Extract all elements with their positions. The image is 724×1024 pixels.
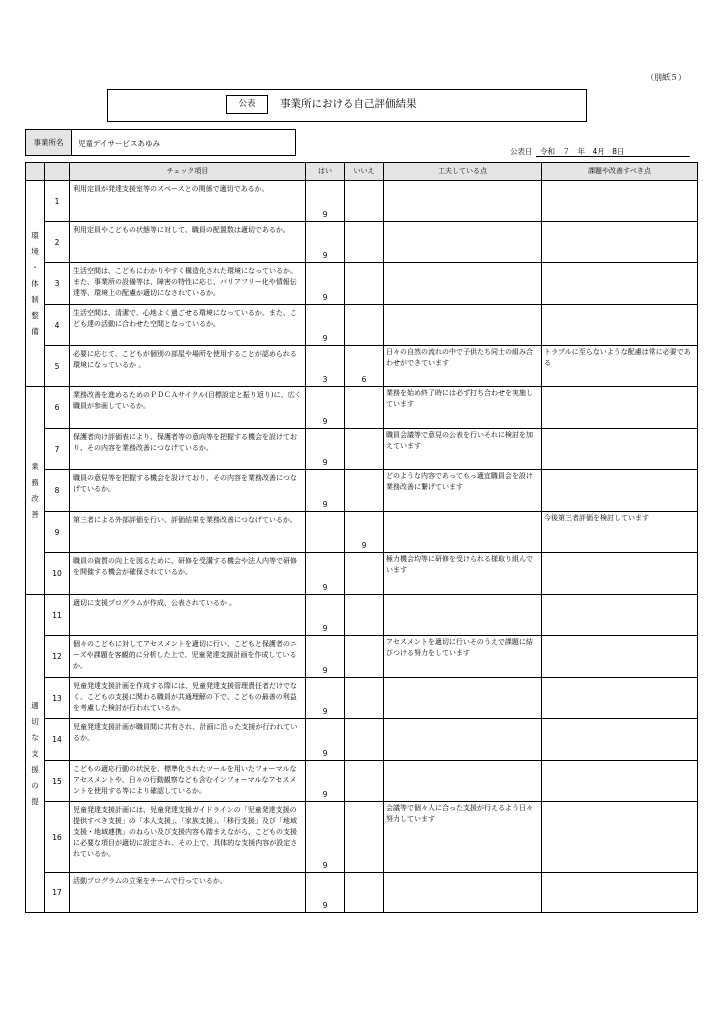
issues-text bbox=[542, 636, 698, 678]
column-header-no: いいえ bbox=[345, 163, 384, 181]
row-number: 5 bbox=[45, 346, 70, 387]
column-header-good-points: 工夫している点 bbox=[384, 163, 542, 181]
issues-text: トラブルに至らないような配慮は常に必要である bbox=[542, 346, 698, 387]
section-label-text: 業務改善 bbox=[31, 461, 39, 519]
table-row bbox=[26, 636, 698, 678]
good-points-text bbox=[384, 263, 542, 305]
yes-count: 9 bbox=[306, 263, 345, 305]
no-count bbox=[345, 429, 384, 470]
no-count bbox=[345, 181, 384, 222]
table-row bbox=[26, 263, 698, 305]
row-number: 12 bbox=[45, 636, 70, 678]
check-item-text: 必要に応じて、こどもが個別の部屋や場所を使用することが認められる環境になっているか 。 bbox=[70, 346, 306, 387]
table-row bbox=[26, 470, 698, 512]
yes-count bbox=[306, 512, 345, 553]
table-row bbox=[26, 761, 698, 802]
no-count bbox=[345, 305, 384, 346]
issues-text bbox=[542, 802, 698, 873]
no-count bbox=[345, 553, 384, 595]
good-points-text: どのような内容であってもっ適宜職員会を設け業務改善に繋げています bbox=[384, 470, 542, 512]
good-points-text bbox=[384, 595, 542, 636]
row-number: 6 bbox=[45, 387, 70, 429]
check-item-text: 生活空間は、清潔で、心地よく過ごせる環境になっているか。また、こども達の活動に合わせた空間となっているか。 bbox=[70, 305, 306, 346]
table-row bbox=[26, 181, 698, 222]
yes-count: 9 bbox=[306, 387, 345, 429]
row-number: 11 bbox=[45, 595, 70, 636]
table-row bbox=[26, 873, 698, 913]
row-number: 9 bbox=[45, 512, 70, 553]
good-points-text bbox=[384, 305, 542, 346]
check-item-text: こどもの適応行動の状況を、標準化されたツールを用いたフォーマルなアセスメントや、日々の行動観察なども含むインフォーマルなアセスメントを使用する等により確認しているか。 bbox=[70, 761, 306, 802]
no-count bbox=[345, 802, 384, 873]
no-count: 9 bbox=[345, 512, 384, 553]
evaluation-table bbox=[25, 162, 698, 913]
check-item-text: 職員の資質の向上を図るために、研修を受講する機会や法人内等で研修を開催する機会が確保されているか。 bbox=[70, 553, 306, 595]
check-item-text: 職員の意見等を把握する機会を設けており、その内容を業務改善につなげているか。 bbox=[70, 470, 306, 512]
table-row bbox=[26, 595, 698, 636]
good-points-text bbox=[384, 678, 542, 719]
publication-date: 公表日 令和 ７ 年 4月 8日 bbox=[510, 147, 625, 156]
office-name-label: 事業所名 bbox=[26, 130, 72, 155]
issues-text bbox=[542, 595, 698, 636]
yes-count: 9 bbox=[306, 802, 345, 873]
section-label-text: 環境・体制整備 bbox=[31, 230, 39, 336]
yes-count: 9 bbox=[306, 470, 345, 512]
issues-text bbox=[542, 387, 698, 429]
section-label-text: 適切な支援の提 bbox=[31, 700, 39, 806]
no-count bbox=[345, 387, 384, 429]
row-number: 10 bbox=[45, 553, 70, 595]
evaluation-table-body bbox=[26, 181, 698, 913]
yes-count: 9 bbox=[306, 429, 345, 470]
check-item-text: 保護者向け評価表により、保護者等の意向等を把握する機会を設けており、その内容を業務改善につなげているか。 bbox=[70, 429, 306, 470]
issues-text bbox=[542, 678, 698, 719]
issues-text bbox=[542, 719, 698, 761]
no-count bbox=[345, 470, 384, 512]
yes-count: 9 bbox=[306, 305, 345, 346]
row-number: 16 bbox=[45, 802, 70, 873]
table-row bbox=[26, 387, 698, 429]
row-number: 14 bbox=[45, 719, 70, 761]
good-points-text bbox=[384, 181, 542, 222]
no-count bbox=[345, 678, 384, 719]
check-item-text: 第三者による外部評価を行い、評価結果を業務改善につなげているか。 bbox=[70, 512, 306, 553]
table-row bbox=[26, 512, 698, 553]
row-number: 15 bbox=[45, 761, 70, 802]
good-points-text: 極力機会均等に研修を受けられる様取り組んでいます bbox=[384, 553, 542, 595]
yes-count: 3 bbox=[306, 346, 345, 387]
row-number: 7 bbox=[45, 429, 70, 470]
issues-text bbox=[542, 181, 698, 222]
yes-count: 9 bbox=[306, 873, 345, 913]
issues-text bbox=[542, 305, 698, 346]
section-label bbox=[26, 387, 45, 595]
office-name-box bbox=[25, 129, 296, 156]
check-item-text: 利用定員やこどもの状態等に対して、職員の配置数は適切であるか。 bbox=[70, 222, 306, 263]
good-points-text: 職員会議等で意見の公表を行いそれに検討を加えています bbox=[384, 429, 542, 470]
row-number: 1 bbox=[45, 181, 70, 222]
good-points-text: 業務を始め終了時には必ず打ち合わせを実施しています bbox=[384, 387, 542, 429]
check-item-text: 活動プログラムの立案をチームで行っているか。 bbox=[70, 873, 306, 913]
issues-text bbox=[542, 873, 698, 913]
check-item-text: 業務改善を進めるためのＰＤＣＡサイクル(目標設定と振り返り)に、広く職員が参画しているか。 bbox=[70, 387, 306, 429]
good-points-text bbox=[384, 761, 542, 802]
table-row bbox=[26, 222, 698, 263]
no-count bbox=[345, 761, 384, 802]
check-item-text: 児童発達支援計画には、児童発達支援ガイドラインの「児童発達支援の提供すべき支援」の「本人支援」、「家族支援」、「移行支援」及び「地域支援・地域連携」のねらい及び支援内容も踏まえながら、こどもの支援に必要な項目が適切に設定され、その上で、具体的な支援内容が設定されているか。 bbox=[70, 802, 306, 873]
good-points-text: 日々の自然の流れの中で子供たち同士の組み合わせができています bbox=[384, 346, 542, 387]
evaluation-table-wrap bbox=[25, 162, 698, 913]
title-box bbox=[107, 89, 587, 122]
table-row bbox=[26, 305, 698, 346]
office-name-value: 児童デイサービスあゆみ bbox=[78, 139, 160, 148]
check-item-text: 生活空間は、こどもにわかりやすく構造化された環境になっているか。また、事業所の設備等は、障害の特性に応じ、バリアフリー化や情報伝達等、環境上の配慮が適切になされているか。 bbox=[70, 263, 306, 305]
no-count bbox=[345, 263, 384, 305]
column-header-check: チェック項目 bbox=[70, 163, 306, 181]
no-count: 6 bbox=[345, 346, 384, 387]
yes-count: 9 bbox=[306, 222, 345, 263]
yes-count: 9 bbox=[306, 761, 345, 802]
check-item-text: 児童発達支援計画が職員間に共有され、計画に沿った支援が行われているか。 bbox=[70, 719, 306, 761]
page-title: 事業所における自己評価結果 bbox=[280, 98, 417, 110]
row-number: 3 bbox=[45, 263, 70, 305]
yes-count: 9 bbox=[306, 636, 345, 678]
document-reference: （別紙５） bbox=[646, 73, 686, 82]
table-row bbox=[26, 429, 698, 470]
row-number: 17 bbox=[45, 873, 70, 913]
yes-count: 9 bbox=[306, 595, 345, 636]
no-count bbox=[345, 636, 384, 678]
good-points-text: アセスメントを適切に行いそのうえで課題に結びつける努力をしています bbox=[384, 636, 542, 678]
header-blank-section bbox=[26, 163, 45, 181]
yes-count: 9 bbox=[306, 678, 345, 719]
row-number: 13 bbox=[45, 678, 70, 719]
yes-count: 9 bbox=[306, 181, 345, 222]
row-number: 8 bbox=[45, 470, 70, 512]
issues-text bbox=[542, 470, 698, 512]
section-label bbox=[26, 595, 45, 913]
column-header-issues: 課題や改善すべき点 bbox=[542, 163, 698, 181]
no-count bbox=[345, 719, 384, 761]
public-badge: 公表 bbox=[226, 95, 268, 114]
issues-text bbox=[542, 553, 698, 595]
issues-text bbox=[542, 263, 698, 305]
no-count bbox=[345, 873, 384, 913]
issues-text bbox=[542, 761, 698, 802]
table-row bbox=[26, 553, 698, 595]
table-row bbox=[26, 346, 698, 387]
issues-text: 今後第三者評価を検討しています bbox=[542, 512, 698, 553]
row-number: 2 bbox=[45, 222, 70, 263]
check-item-text: 利用定員が発達支援室等のスペースとの関係で適切であるか。 bbox=[70, 181, 306, 222]
good-points-text: 会議等で個々人に合った支援が行えるよう日々努力しています bbox=[384, 802, 542, 873]
check-item-text: 適切に支援プログラムが作成、公表されているか 。 bbox=[70, 595, 306, 636]
check-item-text: 個々のこどもに対してアセスメントを適切に行い、こどもと保護者のニーズや課題を客観的に分析した上で、児童発達支援計画を作成しているか。 bbox=[70, 636, 306, 678]
section-label bbox=[26, 181, 45, 387]
check-item-text: 児童発達支援計画を作成する際には、児童発達支援管理責任者だけでなく、こどもの支援に関わる職員が共通理解の下で、こどもの最善の利益を考慮した検討が行われているか。 bbox=[70, 678, 306, 719]
header-blank-number bbox=[45, 163, 70, 181]
no-count bbox=[345, 595, 384, 636]
issues-text bbox=[542, 429, 698, 470]
column-header-yes: はい bbox=[306, 163, 345, 181]
table-row bbox=[26, 719, 698, 761]
good-points-text bbox=[384, 719, 542, 761]
row-number: 4 bbox=[45, 305, 70, 346]
table-row bbox=[26, 802, 698, 873]
yes-count: 9 bbox=[306, 719, 345, 761]
yes-count: 9 bbox=[306, 553, 345, 595]
good-points-text bbox=[384, 222, 542, 263]
issues-text bbox=[542, 222, 698, 263]
good-points-text bbox=[384, 512, 542, 553]
no-count bbox=[345, 222, 384, 263]
publication-date-underline bbox=[536, 156, 690, 157]
good-points-text bbox=[384, 873, 542, 913]
table-row bbox=[26, 678, 698, 719]
